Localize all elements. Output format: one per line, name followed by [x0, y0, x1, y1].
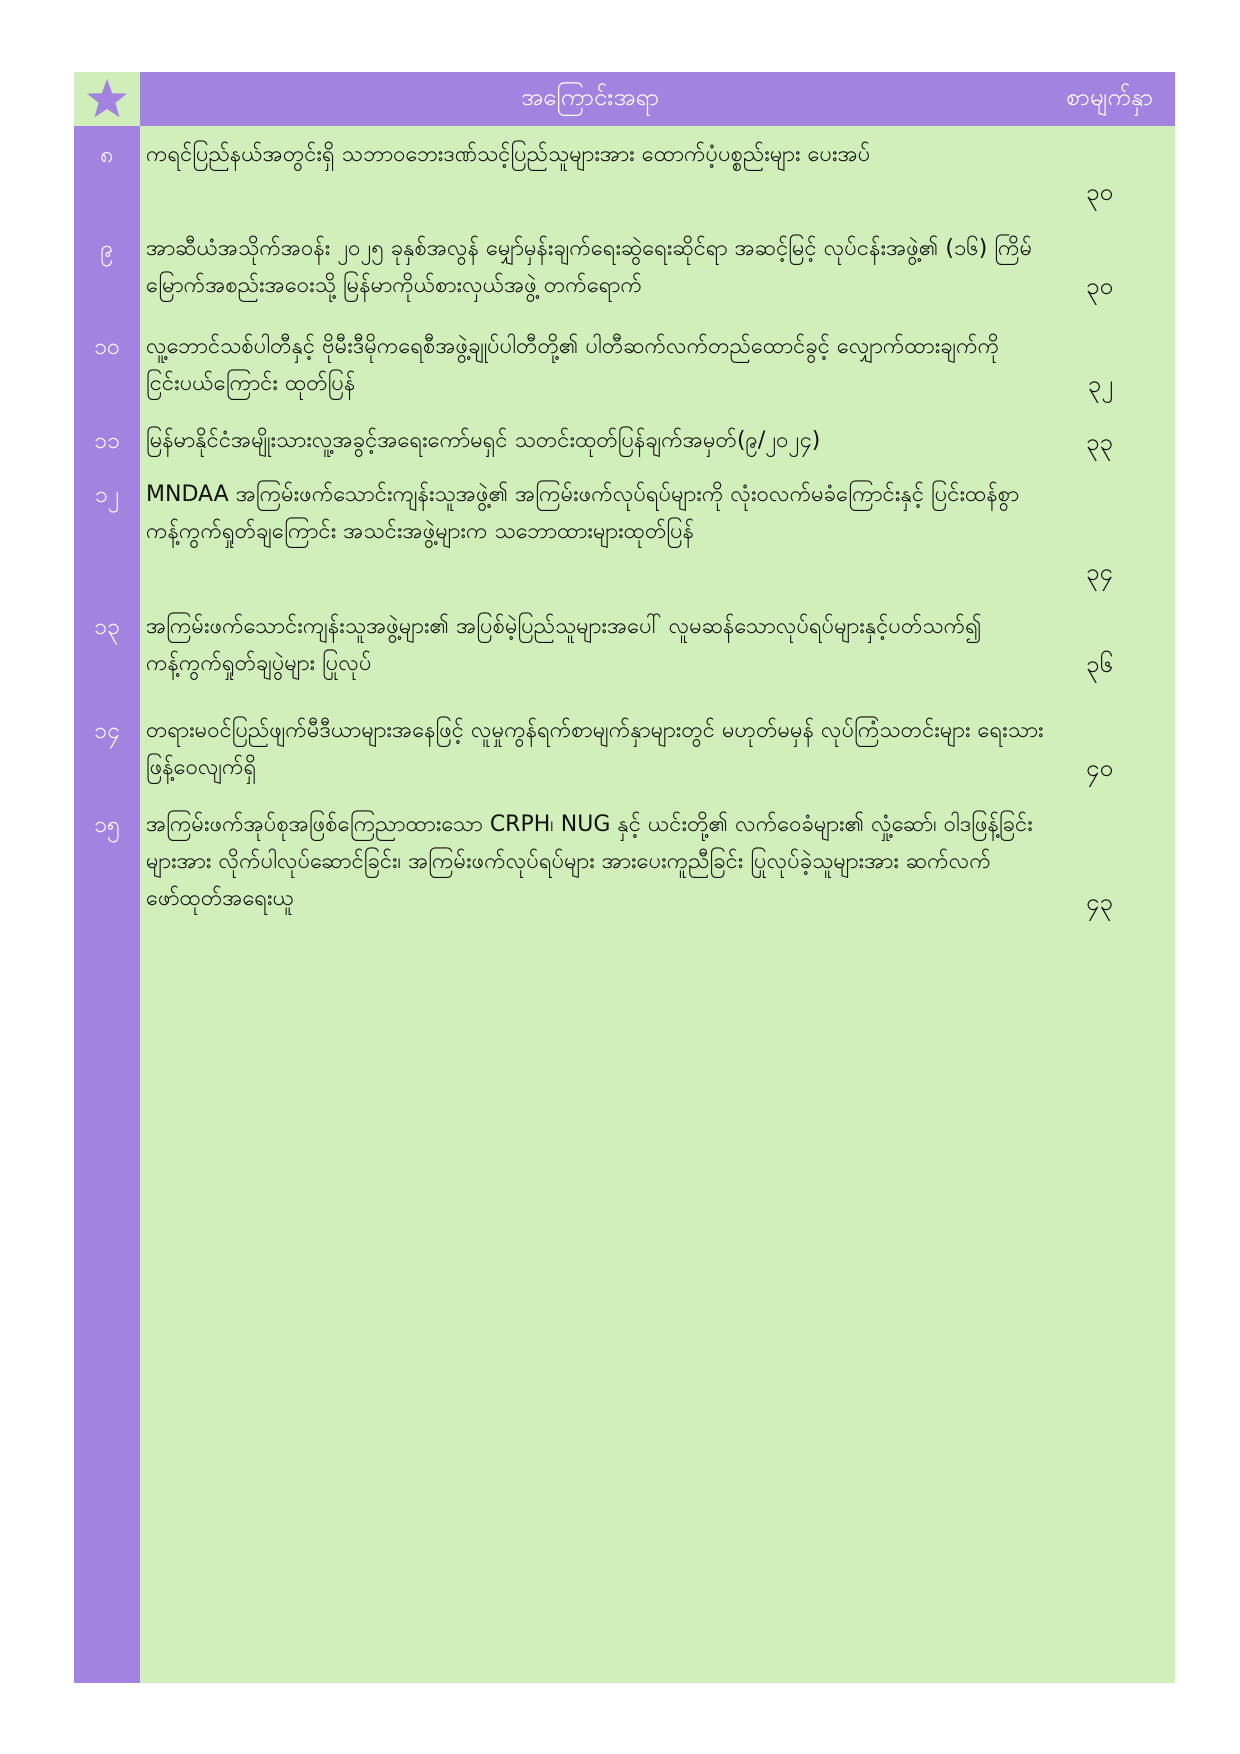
header-title: အကြောင်းအရာ [521, 83, 659, 111]
entry-page: ၃၂ [1087, 370, 1113, 398]
entry-title: လူ့ဘောင်သစ်ပါတီနှင့် ဗိုမီးဒီမိုကရေစီအဖွဲ့ချုပ်ပါတီတို့၏ ပါတီဆက်လက်တည်ထောင်ခွင့် လျှောက်ထားချက်ကို ငြင်းပယ်ကြောင်း ထုတ်ပြန် [146, 334, 1000, 396]
star-icon [85, 77, 129, 121]
entry-title: MNDAA အကြမ်းဖက်သောင်းကျန်းသူအဖွဲ့၏ အကြမ်းဖက်လုပ်ရပ်များကို လုံးဝလက်မခံကြောင်းနှင့် ပြင်းထန်စွာ ကန့်ကွက်ရှုတ်ချကြောင်း အသင်းအဖွဲ့များက သဘောထားများထုတ်ပြန် [146, 482, 1020, 544]
entry-number: ၁၁ [94, 428, 120, 454]
entry-number: ၉ [100, 236, 114, 262]
entry-page: ၃၆ [1086, 650, 1113, 678]
entry-number: ၁၅ [94, 812, 120, 838]
entry-page: ၄၀ [1086, 754, 1113, 782]
entry-page: ၃၀ [1086, 272, 1113, 300]
toc-header [74, 72, 1175, 126]
entry-title: အာဆီယံအသိုက်အဝန်း ၂၀၂၅ ခုနှစ်အလွန် မျှော်မှန်းချက်ရေးဆွဲရေးဆိုင်ရာ အဆင့်မြင့် လုပ်ငန်းအဖွဲ့၏ (၁၆) ကြိမ်မြောက်အစည်းအဝေးသို့ မြန်မာကိုယ်စားလှယ်အဖွဲ့ တက်ရောက် [146, 236, 1033, 298]
entry-page: ၃၀ [1086, 178, 1113, 206]
entry-title: အကြမ်းဖက်အုပ်စုအဖြစ်ကြေညာထားသော CRPH၊ NUG နှင့် ယင်းတို့၏ လက်ဝေခံများ၏ လှုံ့ဆော်၊ ဝါဒဖြန့်ခြင်းများအား လိုက်ပါလုပ်ဆောင်ခြင်း၊ အကြမ်းဖက်လုပ်ရပ်များ အားပေးကူညီခြင်း ပြုလုပ်ခဲ့သူများအား ဆက်လက်ဖော်ထုတ်အရေးယူ [146, 812, 1033, 911]
entry-number: ၁၄ [94, 718, 120, 744]
header-page-label: စာမျက်နှာ [1066, 83, 1153, 111]
star-cell [74, 72, 140, 126]
entry-number: ၈ [100, 142, 114, 168]
entry-number: ၁၂ [94, 482, 120, 508]
entry-page: ၃၃ [1086, 428, 1113, 456]
entry-number: ၁၃ [94, 614, 120, 640]
table-of-contents [74, 72, 1175, 1683]
entry-title: ကရင်ပြည်နယ်အတွင်းရှိ သဘာဝဘေးဒဏ်သင့်ပြည်သူများအား ထောက်ပံ့ပစ္စည်းများ ပေးအပ် [146, 142, 871, 167]
entry-page: ၃၄ [1086, 558, 1113, 586]
entry-title: တရားမဝင်ပြည်ဖျက်မီဒီယာများအနေဖြင့် လူမှုကွန်ရက်စာမျက်နှာများတွင် မဟုတ်မမှန် လုပ်ကြံသတင်းများ ရေးသားဖြန့်ဝေလျက်ရှိ [146, 718, 1044, 780]
entry-title: မြန်မာနိုင်ငံအမျိုးသားလူ့အခွင့်အရေးကော်မရှင် သတင်းထုတ်ပြန်ချက်အမှတ်(၉/၂၀၂၄) [146, 428, 821, 453]
entry-title: အကြမ်းဖက်သောင်းကျန်းသူအဖွဲ့များ၏ အပြစ်မဲ့ပြည်သူများအပေါ် လူမဆန်သောလုပ်ရပ်များနှင့်ပတ်သက်၍ ကန့်ကွက်ရှုတ်ချပွဲများ ပြုလုပ် [146, 614, 982, 676]
entry-page: ၄၃ [1086, 888, 1113, 916]
entry-number: ၁၀ [94, 334, 120, 360]
number-column [74, 72, 140, 1683]
